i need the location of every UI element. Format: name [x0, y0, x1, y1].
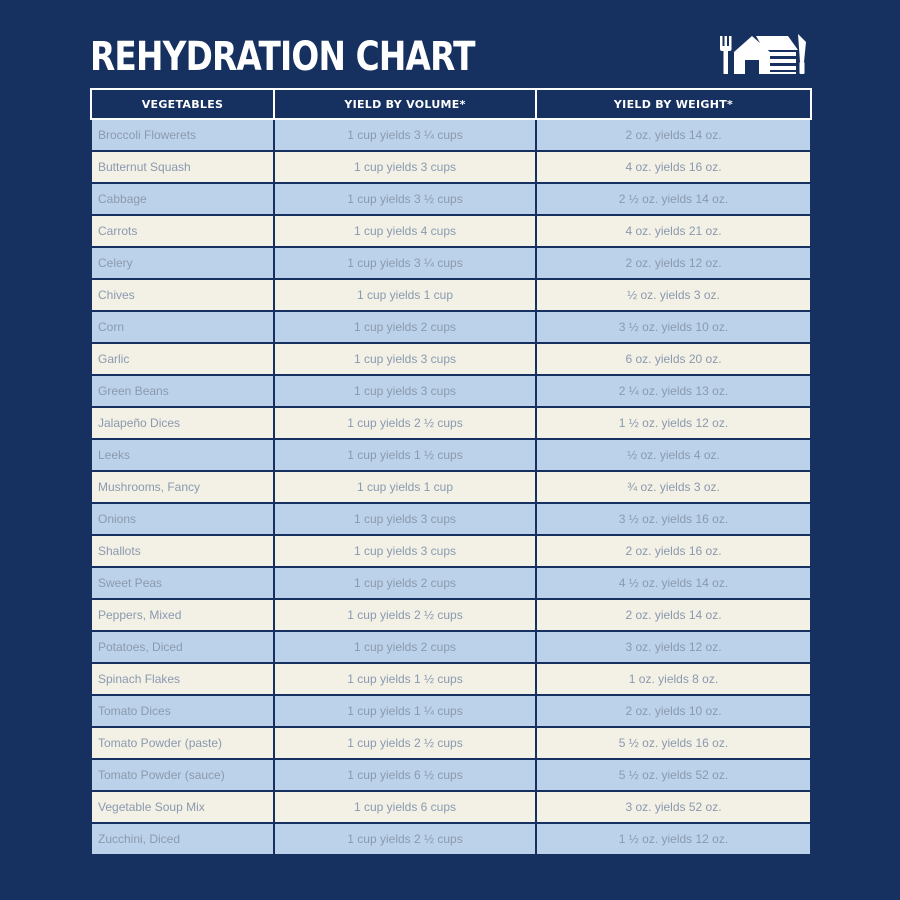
- yield-by-volume-cell: 1 cup yields 3 cups: [274, 343, 536, 375]
- vegetable-cell: Broccoli Flowerets: [91, 119, 274, 151]
- yield-by-volume-cell: 1 cup yields 3 cups: [274, 151, 536, 183]
- table-row: [91, 759, 811, 791]
- yield-by-weight-cell: 2 oz. yields 16 oz.: [536, 535, 811, 567]
- vegetable-cell: Tomato Powder (paste): [91, 727, 274, 759]
- yield-by-weight-cell: 2 oz. yields 14 oz.: [536, 119, 811, 151]
- yield-by-volume-cell: 1 cup yields 2 ½ cups: [274, 599, 536, 631]
- vegetable-cell: Tomato Dices: [91, 695, 274, 727]
- table-row: [91, 119, 811, 151]
- yield-by-weight-cell: 3 ½ oz. yields 16 oz.: [536, 503, 811, 535]
- vegetable-cell: Celery: [91, 247, 274, 279]
- yield-by-volume-cell: 1 cup yields 4 cups: [274, 215, 536, 247]
- vegetable-cell: Butternut Squash: [91, 151, 274, 183]
- vegetable-cell: Jalapeño Dices: [91, 407, 274, 439]
- yield-by-volume-cell: 1 cup yields 1 ½ cups: [274, 439, 536, 471]
- table-row: [91, 215, 811, 247]
- page-title: REHYDRATION CHART: [90, 34, 475, 80]
- table-header-row: [91, 89, 811, 119]
- yield-by-volume-cell: 1 cup yields 3 ½ cups: [274, 183, 536, 215]
- vegetable-cell: Corn: [91, 311, 274, 343]
- yield-by-weight-cell: 3 ½ oz. yields 10 oz.: [536, 311, 811, 343]
- table-row: [91, 791, 811, 823]
- yield-by-weight-cell: 1 oz. yields 8 oz.: [536, 663, 811, 695]
- vegetable-cell: Leeks: [91, 439, 274, 471]
- yield-by-weight-cell: 5 ½ oz. yields 52 oz.: [536, 759, 811, 791]
- yield-by-volume-cell: 1 cup yields 3 ¼ cups: [274, 247, 536, 279]
- yield-by-volume-cell: 1 cup yields 6 ½ cups: [274, 759, 536, 791]
- yield-by-weight-cell: 4 oz. yields 16 oz.: [536, 151, 811, 183]
- vegetable-cell: Shallots: [91, 535, 274, 567]
- yield-by-volume-cell: 1 cup yields 2 cups: [274, 311, 536, 343]
- column-header-vegetables: VEGETABLES: [91, 89, 274, 119]
- yield-by-weight-cell: 1 ½ oz. yields 12 oz.: [536, 407, 811, 439]
- yield-by-weight-cell: ½ oz. yields 4 oz.: [536, 439, 811, 471]
- yield-by-weight-cell: 5 ½ oz. yields 16 oz.: [536, 727, 811, 759]
- yield-by-weight-cell: 2 oz. yields 14 oz.: [536, 599, 811, 631]
- vegetable-cell: Potatoes, Diced: [91, 631, 274, 663]
- table-row: [91, 535, 811, 567]
- table-row: [91, 375, 811, 407]
- yield-by-volume-cell: 1 cup yields 1 ½ cups: [274, 663, 536, 695]
- yield-by-volume-cell: 1 cup yields 2 ½ cups: [274, 407, 536, 439]
- yield-by-weight-cell: ½ oz. yields 3 oz.: [536, 279, 811, 311]
- vegetable-cell: Garlic: [91, 343, 274, 375]
- yield-by-weight-cell: 2 oz. yields 10 oz.: [536, 695, 811, 727]
- table-row: [91, 727, 811, 759]
- yield-by-weight-cell: 1 ½ oz. yields 12 oz.: [536, 823, 811, 855]
- table-row: [91, 631, 811, 663]
- yield-by-volume-cell: 1 cup yields 2 cups: [274, 631, 536, 663]
- table-row: [91, 343, 811, 375]
- yield-by-weight-cell: 2 ½ oz. yields 14 oz.: [536, 183, 811, 215]
- vegetable-cell: Mushrooms, Fancy: [91, 471, 274, 503]
- yield-by-weight-cell: 4 ½ oz. yields 14 oz.: [536, 567, 811, 599]
- table-row: [91, 567, 811, 599]
- vegetable-cell: Carrots: [91, 215, 274, 247]
- yield-by-volume-cell: 1 cup yields 3 ¼ cups: [274, 119, 536, 151]
- rehydration-table: [90, 88, 810, 856]
- yield-by-volume-cell: 1 cup yields 6 cups: [274, 791, 536, 823]
- vegetable-cell: Green Beans: [91, 375, 274, 407]
- yield-by-volume-cell: 1 cup yields 2 cups: [274, 567, 536, 599]
- yield-by-weight-cell: 2 oz. yields 12 oz.: [536, 247, 811, 279]
- vegetable-cell: Chives: [91, 279, 274, 311]
- yield-by-volume-cell: 1 cup yields 2 ½ cups: [274, 823, 536, 855]
- table-row: [91, 279, 811, 311]
- farmhouse-fork-knife-icon: [718, 32, 810, 78]
- table-row: [91, 247, 811, 279]
- vegetable-cell: Zucchini, Diced: [91, 823, 274, 855]
- vegetable-cell: Onions: [91, 503, 274, 535]
- yield-by-weight-cell: 6 oz. yields 20 oz.: [536, 343, 811, 375]
- vegetable-cell: Sweet Peas: [91, 567, 274, 599]
- vegetable-cell: Vegetable Soup Mix: [91, 791, 274, 823]
- vegetable-cell: Cabbage: [91, 183, 274, 215]
- yield-by-weight-cell: 2 ¼ oz. yields 13 oz.: [536, 375, 811, 407]
- vegetable-cell: Spinach Flakes: [91, 663, 274, 695]
- vegetable-cell: Peppers, Mixed: [91, 599, 274, 631]
- yield-by-volume-cell: 1 cup yields 3 cups: [274, 503, 536, 535]
- table-row: [91, 695, 811, 727]
- table-row: [91, 823, 811, 855]
- yield-by-volume-cell: 1 cup yields 1 cup: [274, 279, 536, 311]
- yield-by-volume-cell: 1 cup yields 2 ½ cups: [274, 727, 536, 759]
- yield-by-volume-cell: 1 cup yields 3 cups: [274, 535, 536, 567]
- yield-by-volume-cell: 1 cup yields 3 cups: [274, 375, 536, 407]
- table-row: [91, 311, 811, 343]
- column-header-yield-by-weight: YIELD BY WEIGHT*: [536, 89, 811, 119]
- table-row: [91, 407, 811, 439]
- column-header-yield-by-volume: YIELD BY VOLUME*: [274, 89, 536, 119]
- yield-by-weight-cell: ¾ oz. yields 3 oz.: [536, 471, 811, 503]
- table-row: [91, 151, 811, 183]
- table-row: [91, 503, 811, 535]
- table-row: [91, 599, 811, 631]
- yield-by-weight-cell: 3 oz. yields 52 oz.: [536, 791, 811, 823]
- yield-by-weight-cell: 3 oz. yields 12 oz.: [536, 631, 811, 663]
- yield-by-volume-cell: 1 cup yields 1 cup: [274, 471, 536, 503]
- yield-by-weight-cell: 4 oz. yields 21 oz.: [536, 215, 811, 247]
- table-row: [91, 183, 811, 215]
- table-row: [91, 439, 811, 471]
- table-row: [91, 663, 811, 695]
- yield-by-volume-cell: 1 cup yields 1 ¼ cups: [274, 695, 536, 727]
- vegetable-cell: Tomato Powder (sauce): [91, 759, 274, 791]
- table-row: [91, 471, 811, 503]
